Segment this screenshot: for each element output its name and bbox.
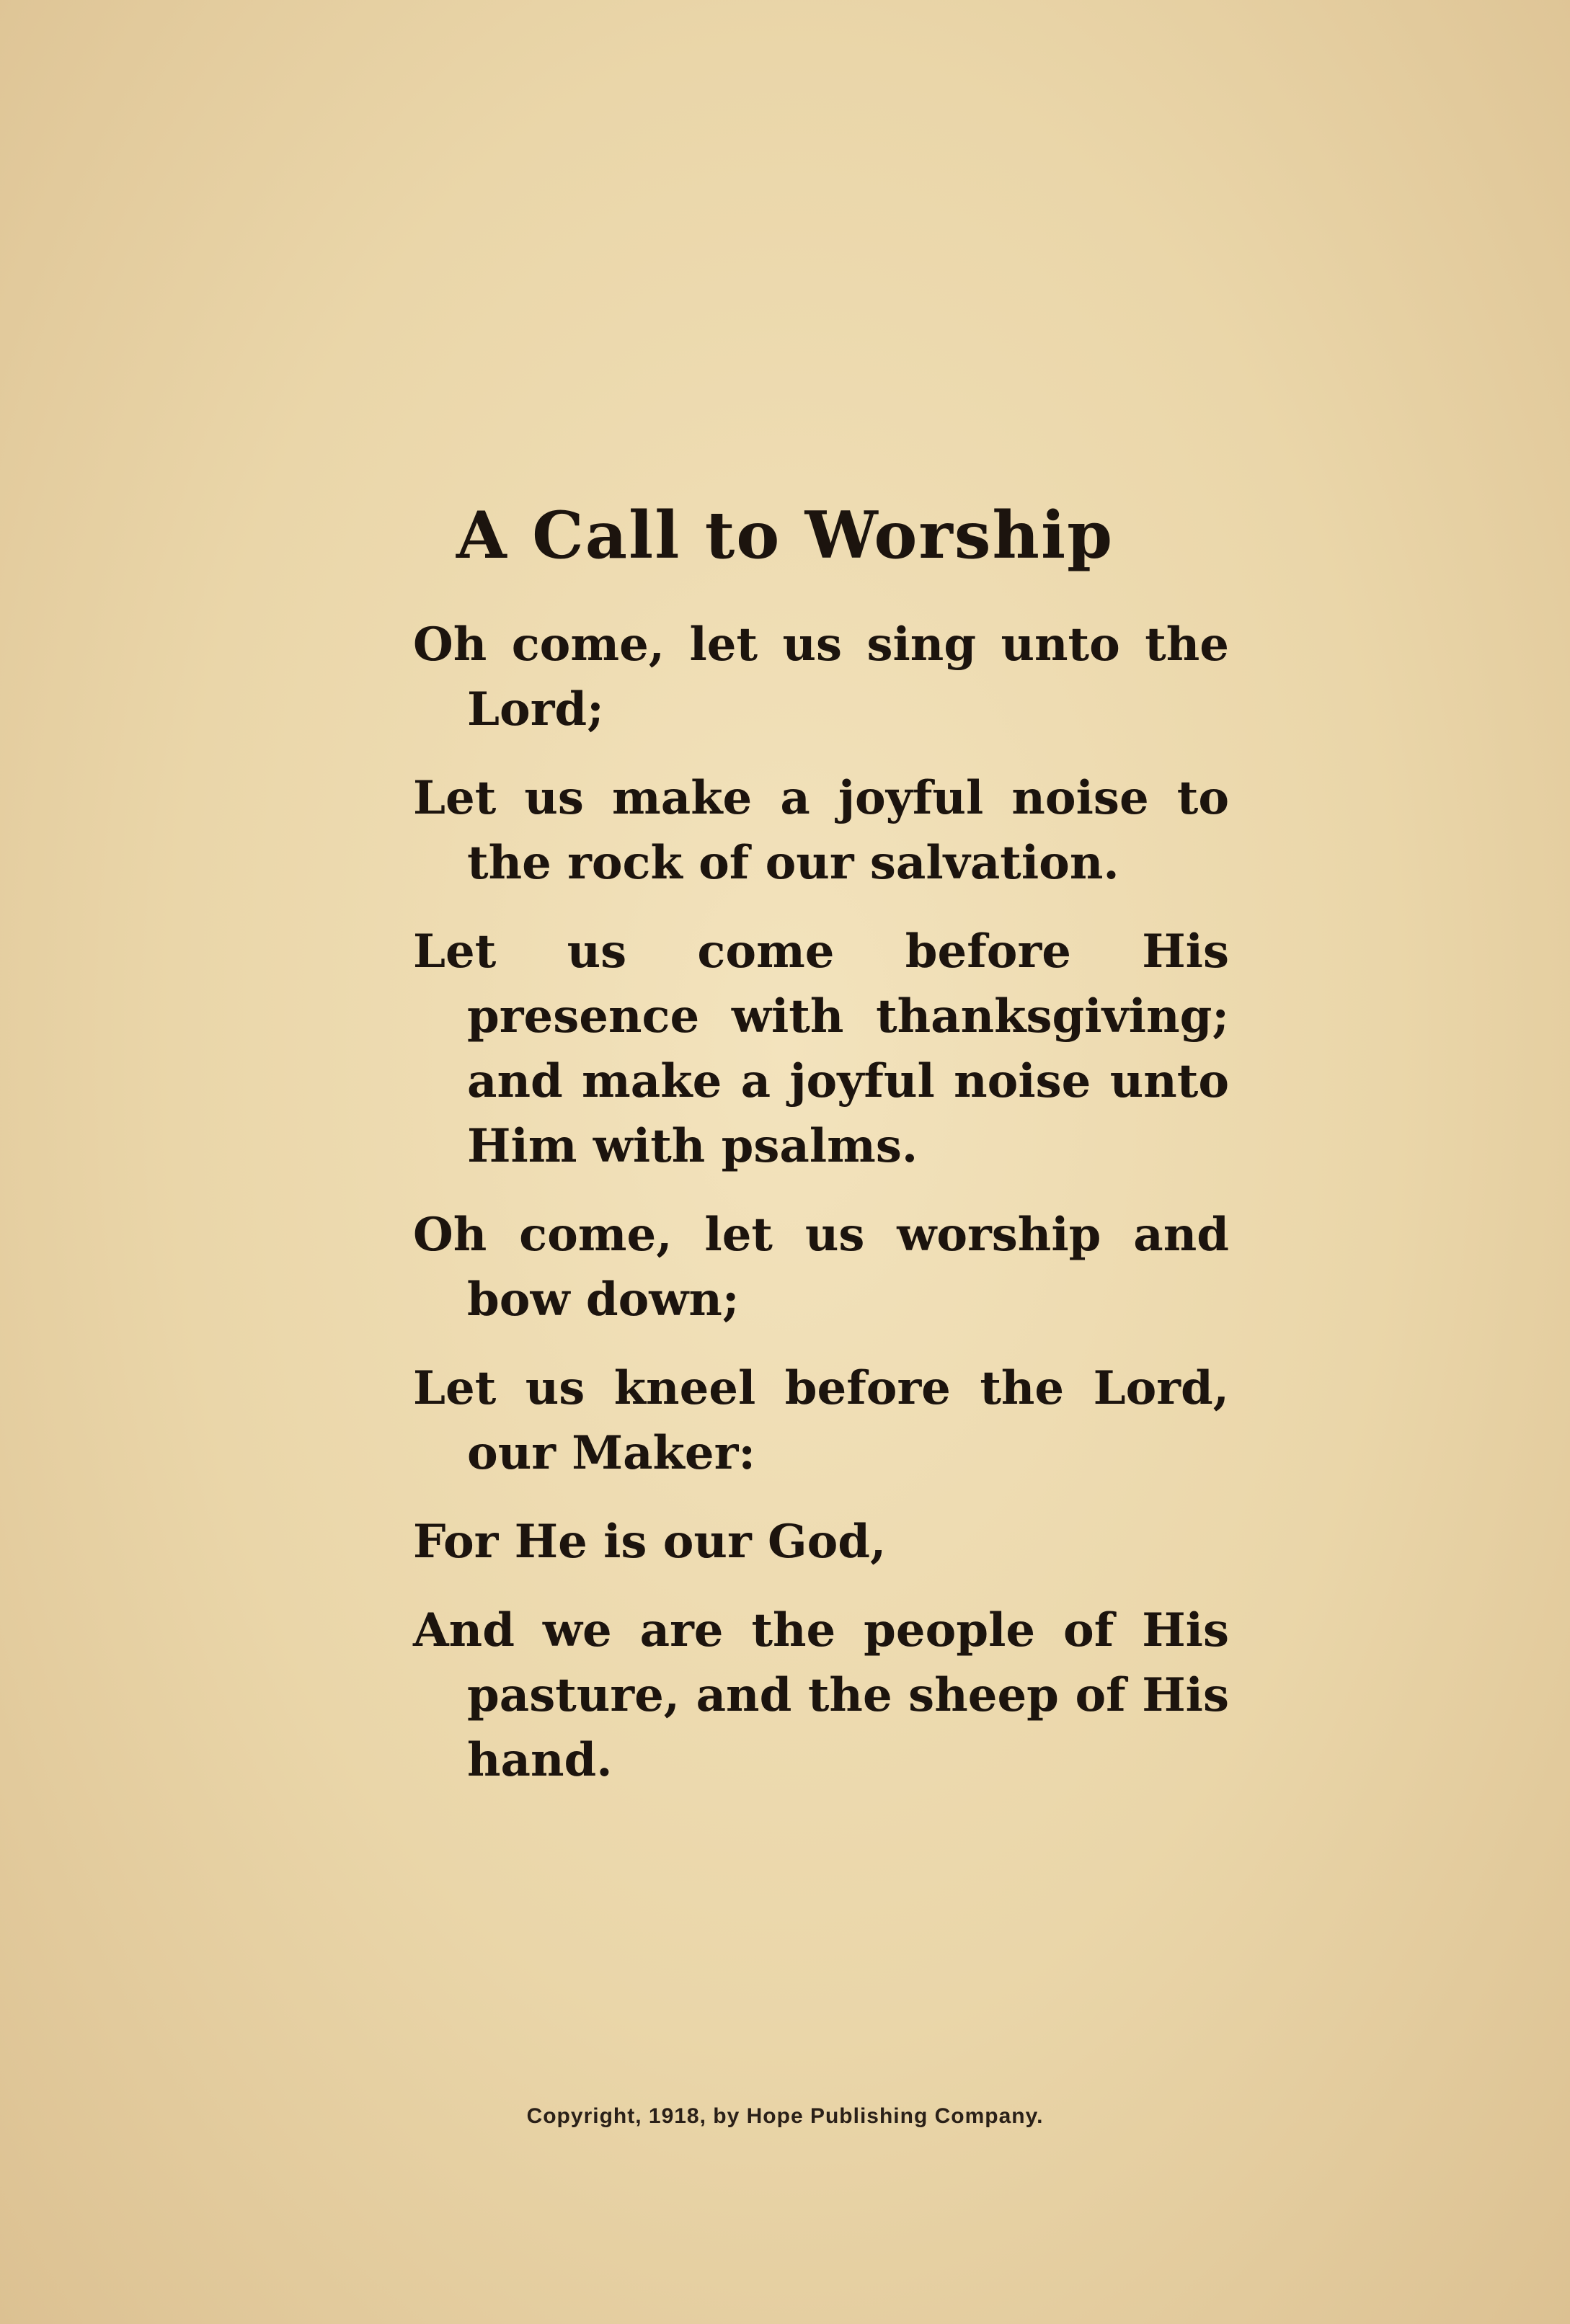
verse-line: For He is our God, (413, 1515, 887, 1569)
page-title: A Call to Worship (456, 497, 1114, 574)
copyright-notice: Copyright, 1918, by Hope Publishing Company. (526, 2104, 1044, 2128)
verse-line: Let us come before His presence with thanksgiving; and make a joyful noise unto Him with psalms. (413, 925, 1229, 1173)
verse-line: Oh come, let us sing unto the Lord; (413, 618, 1229, 736)
verse-list (413, 613, 1229, 1817)
verse-line: Let us kneel before the Lord, our Maker: (413, 1361, 1229, 1480)
verse-line: Let us make a joyful noise to the rock of our salvation. (413, 771, 1229, 890)
verse-line: And we are the people of His pasture, and the sheep of His hand. (413, 1603, 1229, 1787)
verse-line: Oh come, let us worship and bow down; (413, 1208, 1229, 1327)
